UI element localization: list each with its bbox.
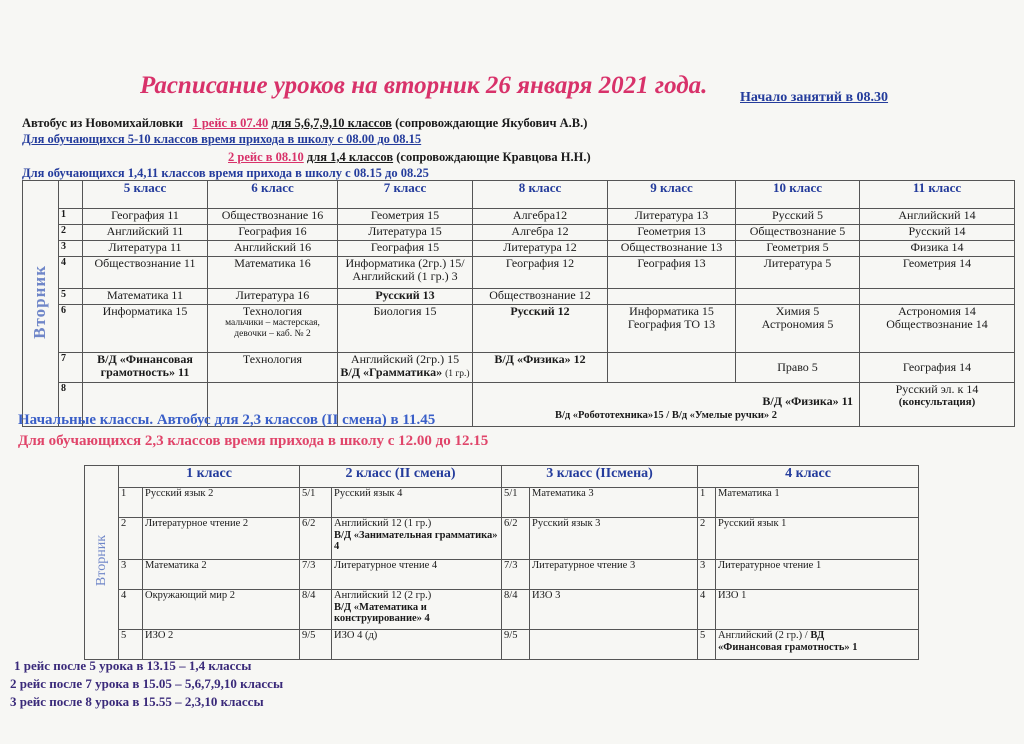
table-row: [23, 257, 1015, 289]
header-grade-4: 4 класс: [698, 466, 919, 488]
lesson-number: 7/3: [502, 560, 530, 590]
lesson-cell: Литературное чтение 4: [332, 560, 502, 590]
lesson-cell: В/Д «Финансовая грамотность» 11: [83, 353, 208, 383]
bus-line-3-b: для 1,4 классов: [306, 150, 394, 164]
lesson-cell: [860, 383, 1015, 427]
primary-day-label: Вторник: [93, 535, 109, 587]
lesson-text: В/Д «Математика и конструирование» 4: [334, 601, 430, 625]
header-grade-8: 8 класс: [473, 181, 608, 209]
bus-line-4: Для обучающихся 1,4,11 классов время прихода в школу с 08.15 до 08.25: [22, 166, 429, 180]
senior-schedule-table: [22, 180, 1015, 427]
lesson-cell: Биология 15: [338, 305, 473, 353]
lesson-cell: Обществознание 11: [83, 257, 208, 289]
lesson-text: Астрономия 14: [898, 304, 976, 318]
lesson-text: Английский 12 (1 гр.): [334, 518, 432, 529]
lesson-number: 5/1: [300, 488, 332, 518]
lesson-cell: Русский язык 4: [332, 488, 502, 518]
lesson-number: 7/3: [300, 560, 332, 590]
bus-line-3-a: 2 рейс в 08.10: [228, 150, 304, 164]
lesson-number: 7: [59, 353, 83, 383]
lesson-number: 2: [119, 518, 143, 560]
lesson-cell: Окружающий мир 2: [143, 590, 300, 630]
header-grade-3: 3 класс (IIсмена): [502, 466, 698, 488]
lesson-cell: [860, 289, 1015, 305]
footer-line-3: 3 рейс после 8 урока в 15.55 – 2,3,10 классы: [10, 694, 264, 709]
lesson-cell: Геометрия 13: [608, 225, 736, 241]
lesson-number: 3: [119, 560, 143, 590]
bus-line-3: [228, 150, 591, 165]
lesson-cell: [208, 305, 338, 353]
lesson-number: 1: [698, 488, 716, 518]
bus-line-1-c: для 5,6,7,9,10 классов: [271, 116, 392, 130]
lesson-cell: [860, 305, 1015, 353]
lesson-cell: Информатика 15: [83, 305, 208, 353]
footer-line-2: 2 рейс после 7 урока в 15.05 – 5,6,7,9,10 классы: [10, 676, 284, 691]
lesson-cell-merged: [473, 383, 860, 427]
lesson-number: 6/2: [300, 518, 332, 560]
lesson-cell: Литература 11: [83, 241, 208, 257]
lesson-text: Технология: [242, 304, 303, 318]
bus-line-1-d: (сопровождающие Якубович А.В.): [395, 116, 588, 130]
lesson-cell: [716, 630, 919, 660]
lesson-cell: Геометрия 14: [860, 257, 1015, 289]
lesson-cell: Право 5: [736, 353, 860, 383]
lesson-cell: Информатика (2гр.) 15/ Английский (1 гр.) 3: [338, 257, 473, 289]
table-row: [85, 518, 919, 560]
lesson-cell: Обществознание 12: [473, 289, 608, 305]
lesson-note: мальчики – мастерская, девочки – каб. № 2: [225, 318, 320, 339]
lesson-cell: Физика 14: [860, 241, 1015, 257]
lesson-cell: ИЗО 3: [530, 590, 698, 630]
lesson-cell: ИЗО 4 (д): [332, 630, 502, 660]
senior-header-row: [23, 181, 1015, 209]
lesson-cell: Литература 5: [736, 257, 860, 289]
lesson-cell: ИЗО 2: [143, 630, 300, 660]
lesson-number: 8/4: [300, 590, 332, 630]
lesson-number: 5: [59, 289, 83, 305]
lesson-cell: Математика 2: [143, 560, 300, 590]
lesson-cell: Литература 16: [208, 289, 338, 305]
lesson-number: 5/1: [502, 488, 530, 518]
lesson-text: ВД: [810, 630, 825, 641]
lesson-cell: Геометрия 5: [736, 241, 860, 257]
primary-schedule-table: [84, 465, 919, 660]
primary-day-cell: [85, 466, 119, 660]
lesson-cell: Алгебра 12: [473, 225, 608, 241]
lesson-cell: Русский 5: [736, 209, 860, 225]
lesson-text: Русский эл. к 14: [895, 382, 979, 396]
lesson-number: 8/4: [502, 590, 530, 630]
start-time: Начало занятий в 08.30: [740, 90, 889, 105]
senior-day-cell: [23, 181, 59, 427]
lesson-cell: География 16: [208, 225, 338, 241]
header-grade-9: 9 класс: [608, 181, 736, 209]
lesson-cell: Алгебра12: [473, 209, 608, 225]
lesson-number: 2: [698, 518, 716, 560]
lesson-cell: [530, 630, 698, 660]
lesson-cell: Математика 1: [716, 488, 919, 518]
primary-header-row: [85, 466, 919, 488]
bus-line-2: Для обучающихся 5-10 классов время прихода в школу с 08.00 до 08.15: [22, 132, 422, 146]
lesson-number: 1: [119, 488, 143, 518]
table-row: [23, 353, 1015, 383]
lesson-text: (консультация): [898, 396, 976, 409]
lesson-number: 4: [119, 590, 143, 630]
lesson-number: 3: [698, 560, 716, 590]
lesson-cell: Английский 11: [83, 225, 208, 241]
lesson-number: 6: [59, 305, 83, 353]
lesson-text: Обществознание 14: [886, 317, 988, 332]
lesson-cell: География 14: [860, 353, 1015, 383]
bus-line-1-a: Автобус из Новомихайловки: [22, 116, 184, 130]
lesson-cell: География 15: [338, 241, 473, 257]
lesson-cell: Обществознание 13: [608, 241, 736, 257]
header-grade-6: 6 класс: [208, 181, 338, 209]
header-grade-7: 7 класс: [338, 181, 473, 209]
lesson-cell: [736, 305, 860, 353]
lesson-cell: [608, 289, 736, 305]
lesson-cell: Литературное чтение 2: [143, 518, 300, 560]
primary-info-2: Для обучающихся 2,3 классов время прихода в школу с 12.00 до 12.15: [18, 433, 489, 449]
lesson-cell: Математика 16: [208, 257, 338, 289]
lesson-cell: Математика 11: [83, 289, 208, 305]
header-grade-10: 10 класс: [736, 181, 860, 209]
lesson-cell: Русский 12: [473, 305, 608, 353]
lesson-cell: [332, 590, 502, 630]
table-row: [85, 590, 919, 630]
lesson-cell: География 13: [608, 257, 736, 289]
lesson-cell: [608, 305, 736, 353]
lesson-text: Английский 12 (2 гр.): [334, 590, 432, 601]
lesson-number: 4: [59, 257, 83, 289]
lesson-text: Английский (2 гр.) /: [718, 630, 808, 641]
header-grade-1: 1 класс: [119, 466, 300, 488]
lesson-number: 9/5: [300, 630, 332, 660]
lesson-cell: Математика 3: [530, 488, 698, 518]
lesson-cell: ИЗО 1: [716, 590, 919, 630]
footer-line-1: 1 рейс после 5 урока в 13.15 – 1,4 классы: [14, 658, 252, 673]
lesson-number: 8: [59, 383, 83, 427]
lesson-cell: [736, 289, 860, 305]
table-row: [85, 560, 919, 590]
table-row: [85, 488, 919, 518]
table-row: [23, 289, 1015, 305]
bus-line-1-b: 1 рейс в 07.40: [192, 116, 269, 130]
lesson-text: Английский (2гр.) 15: [350, 352, 460, 366]
page-title: Расписание уроков на вторник 26 января 2021 года.: [140, 72, 708, 99]
lesson-cell: Русский язык 2: [143, 488, 300, 518]
lesson-number: 2: [59, 225, 83, 241]
lesson-cell: Английский 16: [208, 241, 338, 257]
lesson-cell: Литература 12: [473, 241, 608, 257]
lesson-note: (1 гр.): [445, 369, 470, 380]
lesson-number: 1: [59, 209, 83, 225]
header-grade-11: 11 класс: [860, 181, 1015, 209]
lesson-cell: Литературное чтение 1: [716, 560, 919, 590]
lesson-number: 6/2: [502, 518, 530, 560]
table-row: [23, 225, 1015, 241]
lesson-text: «Финансовая грамотность» 1: [718, 641, 858, 653]
lesson-text: В/Д «Физика» 11: [762, 394, 853, 409]
lesson-cell: Русский 14: [860, 225, 1015, 241]
lesson-cell: [608, 353, 736, 383]
lesson-text: В/Д «Грамматика»: [340, 365, 443, 380]
lesson-number: 5: [698, 630, 716, 660]
header-grade-5: 5 класс: [83, 181, 208, 209]
lesson-cell: География 11: [83, 209, 208, 225]
lesson-cell: Обществознание 16: [208, 209, 338, 225]
lesson-text: Информатика 15: [629, 304, 714, 318]
lesson-number: 5: [119, 630, 143, 660]
lesson-cell: Английский 14: [860, 209, 1015, 225]
lesson-cell: [332, 518, 502, 560]
lesson-cell: В/Д «Физика» 12: [473, 353, 608, 383]
lesson-cell: Литература 13: [608, 209, 736, 225]
table-row: [23, 305, 1015, 353]
lesson-number: 9/5: [502, 630, 530, 660]
lesson-text: Астрономия 5: [761, 317, 834, 332]
lesson-cell: Технология: [208, 353, 338, 383]
lesson-cell: Обществознание 5: [736, 225, 860, 241]
lesson-cell: Литературное чтение 3: [530, 560, 698, 590]
table-row: [23, 241, 1015, 257]
senior-corner: [59, 181, 83, 209]
lesson-text: Химия 5: [775, 304, 820, 318]
lesson-text: В/Д «Занимательная грамматика» 4: [334, 529, 498, 553]
lesson-cell: Геометрия 15: [338, 209, 473, 225]
lesson-cell: [338, 353, 473, 383]
lesson-number: 4: [698, 590, 716, 630]
lesson-cell: Литература 15: [338, 225, 473, 241]
lesson-cell: Русский язык 1: [716, 518, 919, 560]
bus-line-1: [22, 116, 587, 131]
lesson-text: В/д «Робототехника»15 / В/д «Умелые ручки» 2: [554, 410, 778, 422]
bus-line-3-c: (сопровождающие Кравцова Н.Н.): [396, 150, 591, 164]
lesson-cell: География 12: [473, 257, 608, 289]
table-row: [85, 630, 919, 660]
lesson-number: 3: [59, 241, 83, 257]
lesson-cell: Русский 13: [338, 289, 473, 305]
table-row: [23, 209, 1015, 225]
senior-day-label: Вторник: [30, 265, 50, 339]
lesson-cell: Русский язык 3: [530, 518, 698, 560]
lesson-text: География ТО 13: [627, 317, 716, 332]
header-grade-2: 2 класс (II смена): [300, 466, 502, 488]
primary-info-1: Начальные классы. Автобус для 2,3 классов (II смена) в 11.45: [18, 412, 436, 428]
